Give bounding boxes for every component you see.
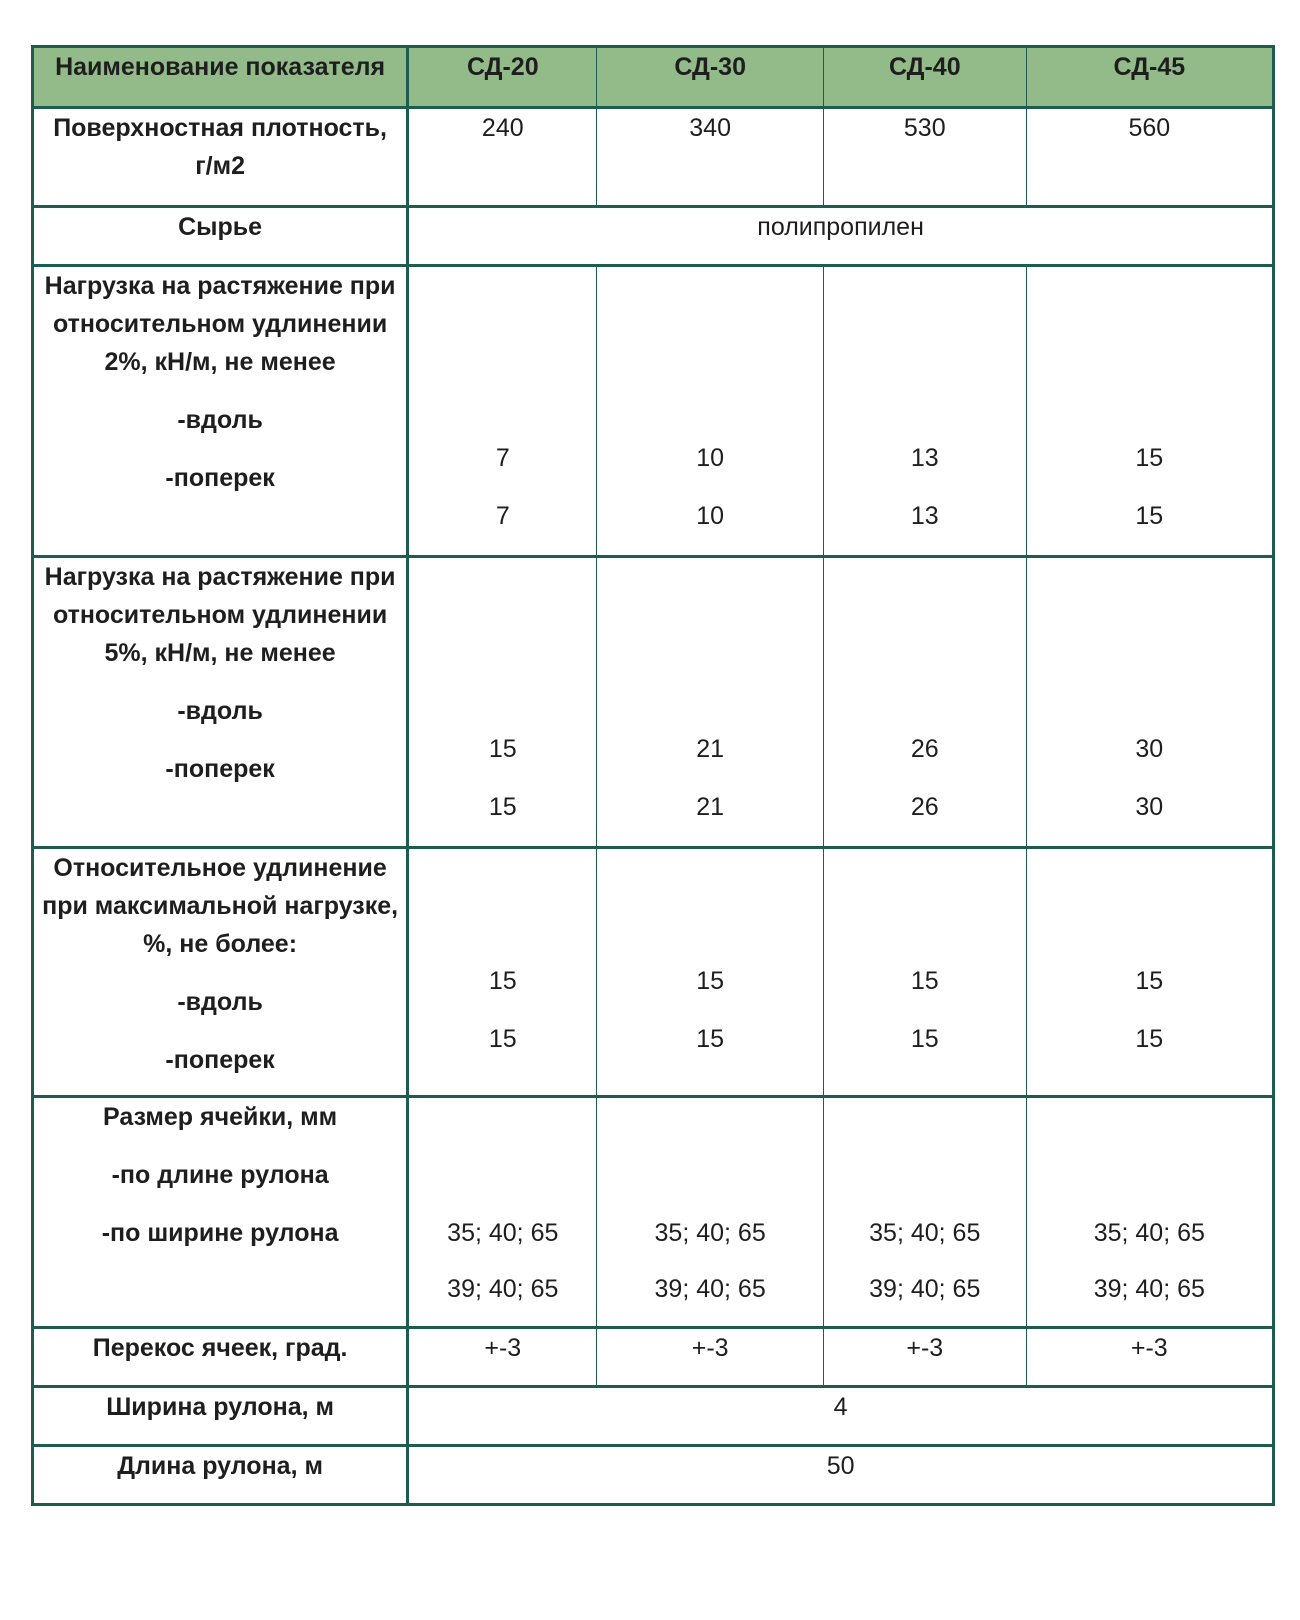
sub-label-along: -вдоль [177, 406, 263, 434]
row-label-text: Относительное удлинение при максимальной нагрузке, %, не более: [42, 854, 399, 958]
value-across: 15 [696, 1025, 725, 1053]
row-roll-length [33, 1446, 1274, 1505]
sub-label-length: -по длине рулона [111, 1161, 329, 1189]
sub-label-width: -по ширине рулона [101, 1219, 339, 1247]
value-cell [823, 557, 1026, 848]
row-label: Ширина рулона, м [33, 1387, 408, 1446]
value-cell [1026, 848, 1273, 1097]
value-cell [823, 848, 1026, 1097]
value-cell [408, 1097, 597, 1328]
value-cell [408, 848, 597, 1097]
value-along: 15 [1135, 444, 1164, 472]
value-across: 15 [1135, 502, 1164, 530]
header-label: Наименование показателя [33, 47, 408, 108]
value-cell: 240 [408, 108, 597, 207]
value-cell [1026, 557, 1273, 848]
value-width: 39; 40; 65 [869, 1275, 981, 1303]
value-along: 7 [495, 444, 510, 472]
sub-label-along: -вдоль [177, 988, 263, 1016]
row-skew [33, 1328, 1274, 1387]
row-roll-width [33, 1387, 1274, 1446]
value-cell: +-3 [1026, 1328, 1273, 1387]
value-along: 26 [910, 735, 939, 763]
row-load-2pct [33, 266, 1274, 557]
row-label: Перекос ячеек, град. [33, 1328, 408, 1387]
header-product: СД-40 [823, 47, 1026, 108]
value-cell: 50 [408, 1446, 1274, 1505]
sub-label-across: -поперек [165, 464, 275, 492]
value-across: 15 [910, 1025, 939, 1053]
value-length: 35; 40; 65 [654, 1219, 766, 1247]
header-product: СД-45 [1026, 47, 1273, 108]
value-cell [597, 1097, 824, 1328]
row-label-text: Нагрузка на растяжение при относительном удлинении 2%, кН/м, не менее [44, 272, 396, 376]
sub-label-along: -вдоль [177, 697, 263, 725]
value-across: 15 [1135, 1025, 1164, 1053]
value-cell: полипропилен [408, 207, 1274, 266]
value-cell: +-3 [597, 1328, 824, 1387]
sub-label-across: -поперек [165, 1046, 275, 1074]
value-cell: 340 [597, 108, 824, 207]
row-label-text: Нагрузка на растяжение при относительном удлинении 5%, кН/м, не менее [44, 563, 396, 667]
value-along: 30 [1135, 735, 1164, 763]
value-across: 21 [696, 793, 725, 821]
row-label [33, 848, 408, 1097]
value-cell [408, 557, 597, 848]
value-length: 35; 40; 65 [869, 1219, 981, 1247]
value-across: 26 [910, 793, 939, 821]
row-density [33, 108, 1274, 207]
value-cell [823, 1097, 1026, 1328]
value-cell [408, 266, 597, 557]
value-cell: +-3 [408, 1328, 597, 1387]
row-raw [33, 207, 1274, 266]
value-along: 15 [1135, 967, 1164, 995]
value-along: 15 [488, 967, 517, 995]
spec-table [31, 45, 1275, 1506]
value-cell: 530 [823, 108, 1026, 207]
row-label [33, 1097, 408, 1328]
row-label-text: Размер ячейки, мм [103, 1103, 338, 1131]
value-width: 39; 40; 65 [447, 1275, 559, 1303]
header-product: СД-30 [597, 47, 824, 108]
value-length: 35; 40; 65 [447, 1219, 559, 1247]
value-cell: +-3 [823, 1328, 1026, 1387]
value-along: 15 [910, 967, 939, 995]
value-width: 39; 40; 65 [654, 1275, 766, 1303]
row-load-5pct [33, 557, 1274, 848]
value-along: 15 [696, 967, 725, 995]
sub-label-across: -поперек [165, 755, 275, 783]
row-label: Поверхностная плотность, г/м2 [33, 108, 408, 207]
value-along: 21 [696, 735, 725, 763]
value-across: 13 [910, 502, 939, 530]
row-label: Длина рулона, м [33, 1446, 408, 1505]
row-label [33, 557, 408, 848]
value-across: 15 [488, 1025, 517, 1053]
row-label: Сырье [33, 207, 408, 266]
value-cell: 4 [408, 1387, 1274, 1446]
value-across: 7 [495, 502, 510, 530]
value-cell: 560 [1026, 108, 1273, 207]
value-cell [597, 848, 824, 1097]
value-across: 10 [696, 502, 725, 530]
value-cell [1026, 1097, 1273, 1328]
row-mesh-size [33, 1097, 1274, 1328]
value-along: 10 [696, 444, 725, 472]
row-elongation [33, 848, 1274, 1097]
value-cell [1026, 266, 1273, 557]
value-cell [823, 266, 1026, 557]
value-length: 35; 40; 65 [1093, 1219, 1205, 1247]
value-across: 15 [488, 793, 517, 821]
value-cell [597, 266, 824, 557]
header-row [33, 47, 1274, 108]
value-along: 15 [488, 735, 517, 763]
value-along: 13 [910, 444, 939, 472]
header-product: СД-20 [408, 47, 597, 108]
value-cell [597, 557, 824, 848]
value-width: 39; 40; 65 [1093, 1275, 1205, 1303]
value-across: 30 [1135, 793, 1164, 821]
row-label [33, 266, 408, 557]
